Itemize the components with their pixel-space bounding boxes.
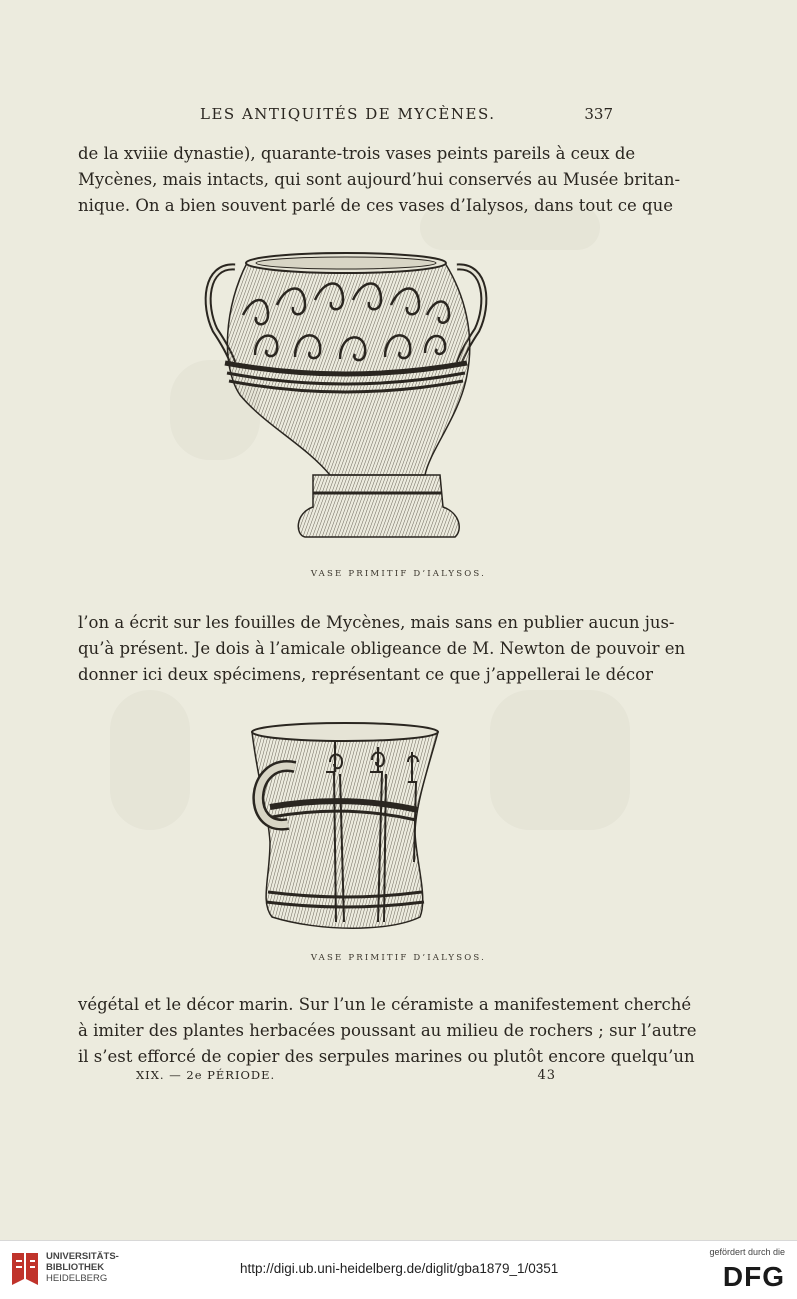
bleed-through	[110, 690, 190, 830]
library-name-line: BIBLIOTHEK	[46, 1262, 105, 1273]
page-number: 337	[584, 105, 613, 123]
text-line: de la xviiie dynastie), quarante-trois vases peints pareils à ceux de	[78, 144, 636, 163]
text-line: Mycènes, mais intacts, qui sont aujourd’hui conservés au Musée britan-	[78, 170, 681, 189]
library-name-line: UNIVERSITÄTS-	[46, 1251, 119, 1262]
text-line: qu’à présent. Je dois à l’amicale obligeance de M. Newton de pouvoir en	[78, 639, 686, 658]
library-name-line: HEIDELBERG	[46, 1273, 108, 1284]
paragraph-3	[78, 992, 697, 1070]
sheet-number: 43	[537, 1068, 556, 1083]
bleed-through	[490, 690, 630, 830]
page-footer	[78, 1068, 613, 1086]
permalink-url[interactable]: http://digi.ub.uni-heidelberg.de/diglit/gba1879_1/0351	[240, 1261, 559, 1276]
text-line: nique. On a bien souvent parlé de ces vases d’Ialysos, dans tout ce que	[78, 196, 674, 215]
viewer-footer-bar	[0, 1240, 797, 1299]
cup-illustration-2	[240, 712, 450, 937]
dfg-logo[interactable]: DFG	[722, 1261, 785, 1292]
vase-illustration-1	[195, 245, 500, 545]
running-head	[78, 105, 613, 129]
signature-mark: XIX. — 2e PÉRIODE.	[136, 1068, 276, 1082]
figure-caption-1: VASE PRIMITIF D’IALYSOS.	[310, 569, 487, 579]
running-title: LES ANTIQUITÉS DE MYCÈNES.	[200, 105, 496, 123]
text-line: il s’est efforcé de copier des serpules marines ou plutôt encore quelqu’un	[78, 1047, 695, 1066]
library-name[interactable]	[46, 1251, 119, 1284]
figure-caption-2: VASE PRIMITIF D’IALYSOS.	[310, 953, 487, 963]
paragraph-1	[78, 141, 681, 219]
text-line: donner ici deux spécimens, représentant ce que j’appellerai le décor	[78, 665, 653, 684]
text-line: l’on a écrit sur les fouilles de Mycènes, mais sans en publier aucun jus-	[78, 613, 675, 632]
university-library-logo-icon[interactable]	[8, 1249, 42, 1289]
funding-note: gefördert durch die	[709, 1247, 785, 1257]
text-line: à imiter des plantes herbacées poussant au milieu de rochers ; sur l’autre	[78, 1021, 697, 1040]
paragraph-2	[78, 610, 686, 688]
text-line: végétal et le décor marin. Sur l’un le céramiste a manifestement cherché	[78, 995, 692, 1014]
